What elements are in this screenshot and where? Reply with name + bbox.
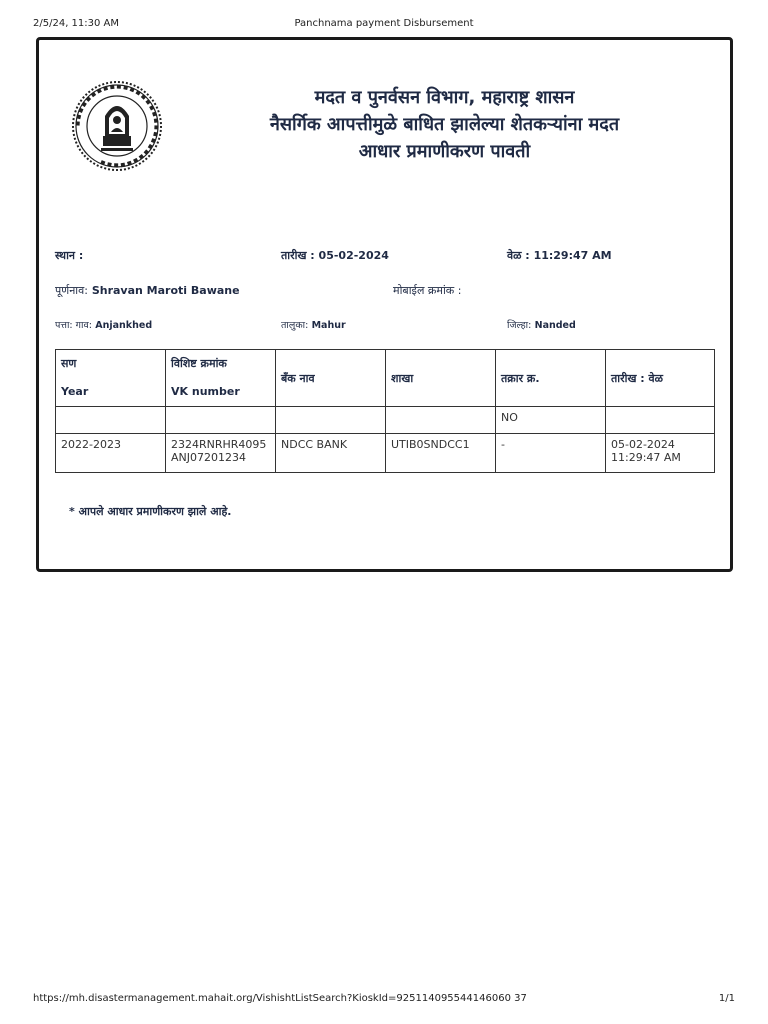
print-datetime: 2/5/24, 11:30 AM	[33, 18, 120, 29]
header-branch: शाखा	[386, 350, 496, 407]
full-name-field: पूर्णनाव: Shravan Maroti Bawane	[55, 284, 240, 297]
taluka-field: तालुका: Mahur	[281, 320, 346, 331]
table-row	[56, 434, 715, 473]
cell-branch	[386, 407, 496, 434]
department-title: मदत व पुनर्वसन विभाग, महाराष्ट्र शासन	[314, 87, 575, 108]
verification-table	[55, 349, 715, 473]
authentication-note: * आपले आधार प्रमाणीकरण झाले आहे.	[69, 505, 232, 518]
header-datetime: तारीख : वेळ	[606, 350, 715, 407]
cell-branch: UTIB0SNDCC1	[386, 434, 496, 473]
receipt-card	[36, 37, 733, 572]
cell-datetime	[606, 407, 715, 434]
cell-bank: NDCC BANK	[276, 434, 386, 473]
print-url: https://mh.disastermanagement.mahait.org/VishishtListSearch?KioskId=925114095544146060 37	[33, 993, 527, 1004]
cell-complaint: -	[496, 434, 606, 473]
mobile-field: मोबाईल क्रमांक :	[393, 284, 462, 297]
cell-year: 2022-2023	[56, 434, 166, 473]
page-number: 1/1	[718, 993, 735, 1004]
place-field: स्थान :	[55, 249, 84, 262]
address-field: पत्ता: गाव: Anjankhed	[55, 320, 153, 331]
cell-datetime: 05-02-2024 11:29:47 AM	[606, 434, 715, 473]
cell-vk-number	[166, 407, 276, 434]
cell-year	[56, 407, 166, 434]
cell-vk-number: 2324RNRHR4095ANJ07201234	[166, 434, 276, 473]
cell-bank	[276, 407, 386, 434]
scheme-title: नैसर्गिक आपत्तीमुळे बाधित झालेल्या शेतकऱ्यांना मदत	[269, 114, 620, 135]
district-field: जिल्हा: Nanded	[507, 320, 576, 331]
header-vk-number: विशिष्ट क्रमांक VK number	[166, 350, 276, 407]
print-footer	[33, 993, 735, 1007]
print-title: Panchnama payment Disbursement	[294, 18, 474, 29]
date-field: तारीख : 05-02-2024	[281, 249, 389, 262]
receipt-headings	[179, 84, 710, 165]
receipt-title: आधार प्रमाणीकरण पावती	[358, 141, 531, 162]
header-bank-name: बँक नाव	[276, 350, 386, 407]
header-year: सण Year	[56, 350, 166, 407]
table-row	[56, 407, 715, 434]
cell-complaint: NO	[496, 407, 606, 434]
header-complaint-no: तक्रार क्र.	[496, 350, 606, 407]
svg-text:■ ■ ■ ■ ■ ■ ■ ■ ■ ■ ■ ■ ■ ■ ■: ■ ■ ■ ■ ■ ■ ■ ■ ■ ■ ■ ■ ■ ■ ■ ■ ■ ■ ■ ■ ■ ■ ■ ■ ■ ■ ■ ■ ■ ■	[74, 83, 160, 169]
print-header	[33, 18, 735, 32]
table-header-row	[56, 350, 715, 407]
maharashtra-government-seal-icon	[71, 70, 163, 182]
time-field: वेळ : 11:29:47 AM	[507, 249, 612, 262]
